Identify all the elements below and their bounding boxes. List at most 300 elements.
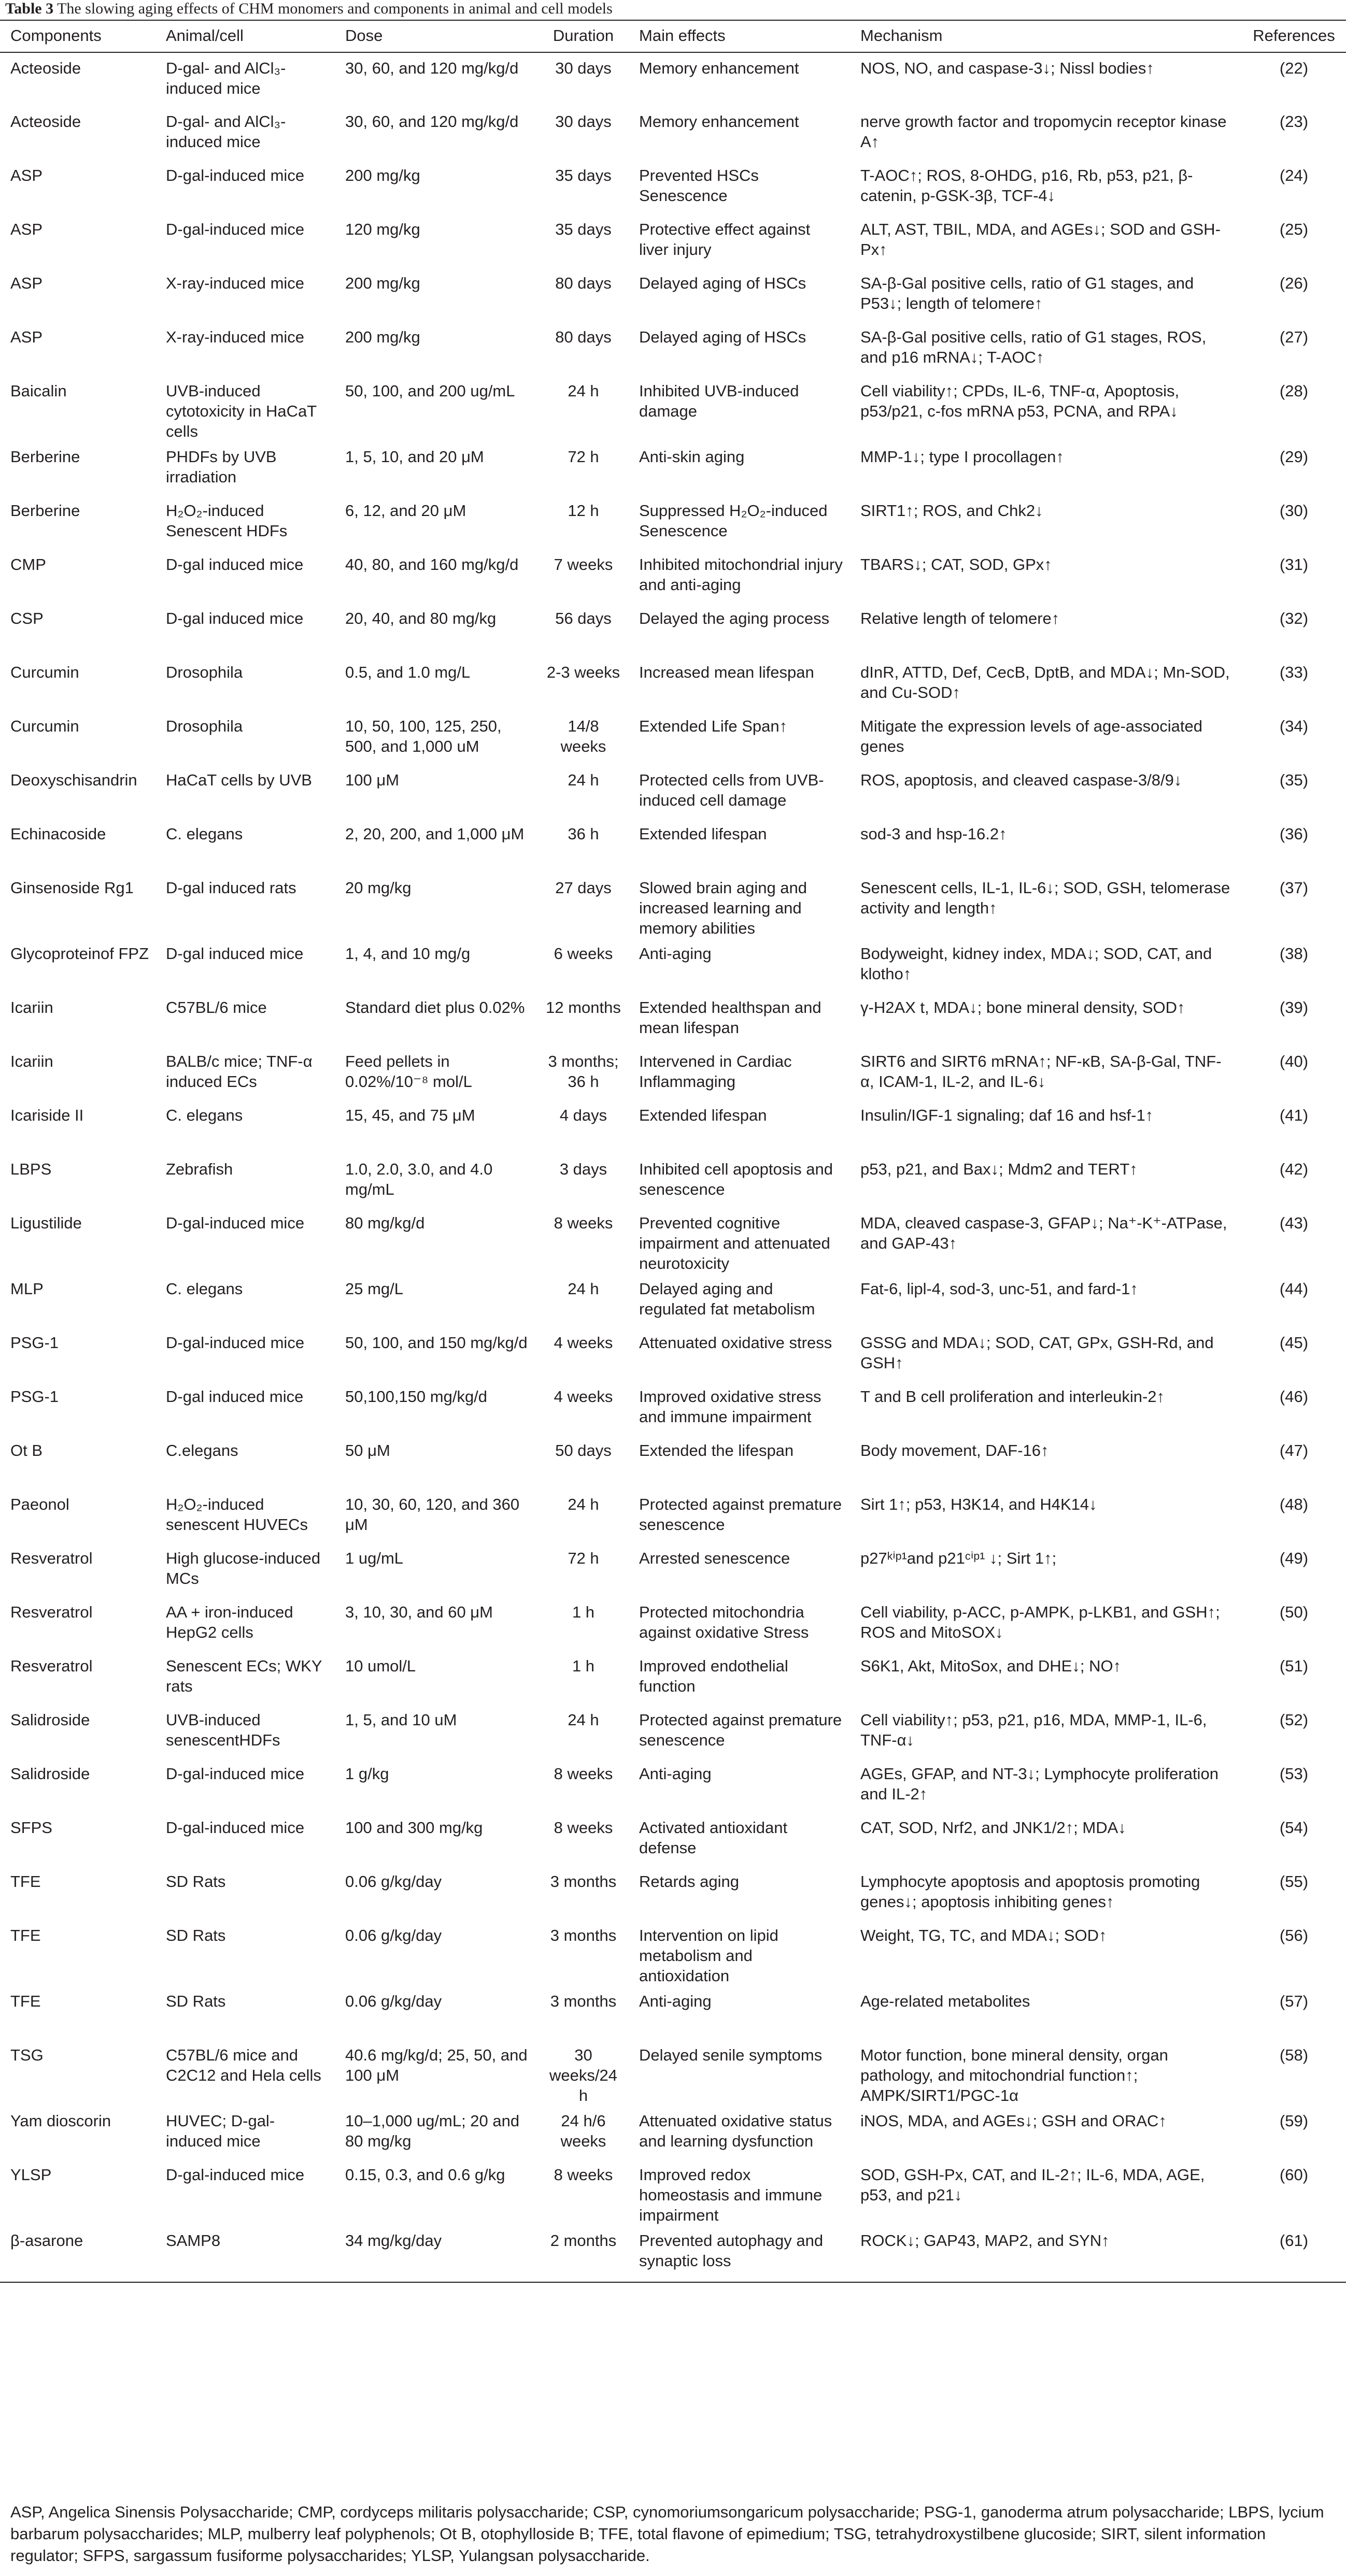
reference-cell: (53) — [1279, 1765, 1309, 1783]
dose-cell: 1.0, 2.0, 3.0, and 4.0 mg/mL — [345, 1160, 493, 1198]
reference-cell: (30) — [1279, 502, 1309, 520]
table-row — [0, 214, 1346, 268]
duration-cell: 80 days — [555, 328, 612, 346]
main-effect-cell: Intervention on lipid metabolism and antioxidation — [639, 1926, 778, 1985]
table-row — [0, 1435, 1346, 1489]
component-cell: Acteoside — [10, 59, 81, 77]
component-cell: Icariin — [10, 998, 53, 1017]
table-row — [0, 1489, 1346, 1543]
animal-cell: SD Rats — [166, 1872, 226, 1891]
reference-cell: (57) — [1279, 1992, 1309, 2010]
animal-cell: C. elegans — [166, 1280, 243, 1298]
animal-cell: Drosophila — [166, 717, 243, 735]
component-cell: YLSP — [10, 2166, 52, 2184]
animal-cell: C57BL/6 mice and C2C12 and Hela cells — [166, 2046, 321, 2084]
animal-cell: D-gal- and AlCl₃-induced mice — [166, 59, 286, 97]
table-row — [0, 1273, 1346, 1327]
reference-cell: (39) — [1279, 998, 1309, 1017]
reference-cell: (47) — [1279, 1441, 1309, 1459]
main-effect-cell: Extended lifespan — [639, 825, 767, 843]
dose-cell: 1, 5, and 10 uM — [345, 1711, 457, 1729]
mechanism-cell: MDA, cleaved caspase-3, GFAP↓; Na⁺-K⁺-ATPase, and GAP-43↑ — [860, 1214, 1227, 1252]
mechanism-cell: Senescent cells, IL-1, IL-6↓; SOD, GSH, telomerase activity and length↑ — [860, 879, 1230, 917]
mechanism-cell: NOS, NO, and caspase-3↓; Nissl bodies↑ — [860, 59, 1154, 77]
main-effect-cell: Prevented cognitive impairment and attenuated neurotoxicity — [639, 1214, 830, 1272]
mechanism-cell: Relative length of telomere↑ — [860, 609, 1060, 627]
duration-cell: 30 days — [555, 112, 612, 131]
animal-cell: D-gal-induced mice — [166, 1214, 305, 1232]
component-cell: PSG-1 — [10, 1334, 59, 1352]
dose-cell: 0.06 g/kg/day — [345, 1872, 442, 1891]
dose-cell: Feed pellets in 0.02%/10⁻⁸ mol/L — [345, 1052, 472, 1091]
reference-cell: (23) — [1279, 112, 1309, 131]
mechanism-cell: S6K1, Akt, MitoSox, and DHE↓; NO↑ — [860, 1657, 1122, 1675]
component-cell: PSG-1 — [10, 1387, 59, 1406]
animal-cell: D-gal induced mice — [166, 944, 304, 963]
animal-cell: D-gal induced mice — [166, 1387, 304, 1406]
animal-cell: C57BL/6 mice — [166, 998, 267, 1017]
mechanism-cell: Insulin/IGF-1 signaling; daf 16 and hsf-1↑ — [860, 1106, 1154, 1124]
main-effect-cell: Extended the lifespan — [639, 1441, 794, 1459]
table-row — [0, 268, 1346, 322]
reference-cell: (31) — [1279, 555, 1309, 574]
table-row — [0, 1758, 1346, 1812]
duration-cell: 24 h — [568, 1711, 599, 1729]
duration-cell: 24 h — [568, 382, 599, 400]
main-effect-cell: Delayed aging of HSCs — [639, 328, 806, 346]
component-cell: Ligustilide — [10, 1214, 82, 1232]
main-effect-cell: Delayed aging of HSCs — [639, 274, 806, 292]
main-effect-cell: Retards aging — [639, 1872, 740, 1891]
reference-cell: (52) — [1279, 1711, 1309, 1729]
mechanism-cell: Bodyweight, kidney index, MDA↓; SOD, CAT, and klotho↑ — [860, 944, 1212, 983]
dose-cell: 50, 100, and 150 mg/kg/d — [345, 1334, 528, 1352]
component-cell: Resveratrol — [10, 1549, 93, 1567]
table-row — [0, 1543, 1346, 1597]
duration-cell: 35 days — [555, 220, 612, 238]
animal-cell: D-gal-induced mice — [166, 2166, 305, 2184]
component-cell: TFE — [10, 1992, 41, 2010]
reference-cell: (35) — [1279, 771, 1309, 789]
dose-cell: 50, 100, and 200 ug/mL — [345, 382, 515, 400]
main-effect-cell: Protective effect against liver injury — [639, 220, 811, 259]
header-row — [0, 20, 1346, 52]
main-effect-cell: Protected against premature senescence — [639, 1711, 842, 1749]
animal-cell: X-ray-induced mice — [166, 274, 305, 292]
reference-cell: (58) — [1279, 2046, 1309, 2064]
table-row — [0, 992, 1346, 1046]
duration-cell: 24 h — [568, 1280, 599, 1298]
mechanism-cell: iNOS, MDA, and AGEs↓; GSH and ORAC↑ — [860, 2112, 1167, 2130]
reference-cell: (55) — [1279, 1872, 1309, 1891]
duration-cell: 7 weeks — [554, 555, 613, 574]
reference-cell: (33) — [1279, 663, 1309, 681]
duration-cell: 72 h — [568, 1549, 599, 1567]
animal-cell: C. elegans — [166, 825, 243, 843]
table-row — [0, 1381, 1346, 1435]
component-cell: MLP — [10, 1280, 44, 1298]
dose-cell: Standard diet plus 0.02% — [345, 998, 525, 1017]
duration-cell: 80 days — [555, 274, 612, 292]
table-label: Table 3 — [5, 0, 54, 17]
reference-cell: (27) — [1279, 328, 1309, 346]
component-cell: Icariside II — [10, 1106, 84, 1124]
component-cell: ASP — [10, 328, 43, 346]
animal-cell: D-gal-induced mice — [166, 166, 305, 184]
reference-cell: (48) — [1279, 1495, 1309, 1513]
header-mechanism: Mechanism — [850, 20, 1238, 52]
component-cell: Salidroside — [10, 1711, 90, 1729]
animal-cell: Senescent ECs; WKY rats — [166, 1657, 322, 1695]
mechanism-cell: Fat-6, lipl-4, sod-3, unc-51, and fard-1↑ — [860, 1280, 1138, 1298]
mechanism-cell: Cell viability↑; CPDs, IL-6, TNF-α, Apoptosis, p53/p21, c-fos mRNA p53, PCNA, and RPA↓ — [860, 382, 1180, 420]
mechanism-cell: Lymphocyte apoptosis and apoptosis promoting genes↓; apoptosis inhibiting genes↑ — [860, 1872, 1200, 1911]
main-effect-cell: Increased mean lifespan — [639, 663, 814, 681]
component-cell: Ginsenoside Rg1 — [10, 879, 134, 897]
main-effect-cell: Improved endothelial function — [639, 1657, 788, 1695]
main-effect-cell: Intervened in Cardiac Inflammaging — [639, 1052, 792, 1091]
duration-cell: 24 h — [568, 1495, 599, 1513]
dose-cell: 30, 60, and 120 mg/kg/d — [345, 112, 519, 131]
animal-cell: PHDFs by UVB irradiation — [166, 448, 277, 486]
reference-cell: (28) — [1279, 382, 1309, 400]
component-cell: TFE — [10, 1926, 41, 1944]
reference-cell: (59) — [1279, 2112, 1309, 2130]
main-effect-cell: Extended lifespan — [639, 1106, 767, 1124]
dose-cell: 20 mg/kg — [345, 879, 412, 897]
mechanism-cell: ROS, apoptosis, and cleaved caspase-3/8/9↓ — [860, 771, 1182, 789]
animal-cell: C.elegans — [166, 1441, 238, 1459]
main-effect-cell: Anti-aging — [639, 944, 712, 963]
main-effect-cell: Attenuated oxidative status and learning dysfunction — [639, 2112, 832, 2150]
mechanism-cell: SIRT1↑; ROS, and Chk2↓ — [860, 502, 1043, 520]
duration-cell: 8 weeks — [554, 2166, 613, 2184]
component-cell: Resveratrol — [10, 1603, 93, 1621]
dose-cell: 100 and 300 mg/kg — [345, 1819, 483, 1837]
animal-cell: Zebrafish — [166, 1160, 233, 1178]
component-cell: TFE — [10, 1872, 41, 1891]
animal-cell: D-gal-induced mice — [166, 1765, 305, 1783]
mechanism-cell: Weight, TG, TC, and MDA↓; SOD↑ — [860, 1926, 1107, 1944]
table-row — [0, 1154, 1346, 1208]
duration-cell: 3 months — [550, 1992, 617, 2010]
table-row — [0, 657, 1346, 711]
dose-cell: 0.06 g/kg/day — [345, 1926, 442, 1944]
component-cell: β-asarone — [0, 2225, 155, 2282]
animal-cell: H₂O₂-induced Senescent HDFs — [166, 502, 288, 540]
duration-cell: 2-3 weeks — [546, 663, 620, 681]
reference-cell: (37) — [1279, 879, 1309, 897]
main-effect-cell: Improved oxidative stress and immune impairment — [639, 1387, 821, 1426]
animal-cell: BALB/c mice; TNF-α induced ECs — [166, 1052, 313, 1091]
main-effect-cell: Activated antioxidant defense — [639, 1819, 788, 1857]
animal-cell: HUVEC; D-gal-induced mice — [166, 2112, 275, 2150]
reference-cell: (45) — [1279, 1334, 1309, 1352]
dose-cell: 25 mg/L — [345, 1280, 404, 1298]
component-cell: CSP — [10, 609, 44, 627]
table-row — [0, 872, 1346, 938]
mechanism-cell: ROCK↓; GAP43, MAP2, and SYN↑ — [850, 2225, 1238, 2282]
duration-cell: 4 weeks — [554, 1387, 613, 1406]
main-effect-cell: Suppressed H₂O₂-induced Senescence — [639, 502, 828, 540]
main-effect-cell: Prevented autophagy and synaptic loss — [629, 2225, 850, 2282]
duration-cell: 1 h — [572, 1603, 595, 1621]
reference-cell: (36) — [1279, 825, 1309, 843]
main-effect-cell: Arrested senescence — [639, 1549, 790, 1567]
main-effect-cell: Protected against premature senescence — [639, 1495, 842, 1534]
reference-cell: (60) — [1279, 2166, 1309, 2184]
reference-cell: (22) — [1279, 59, 1309, 77]
table-row — [0, 1046, 1346, 1100]
animal-cell: UVB-induced cytotoxicity in HaCaT cells — [166, 382, 317, 440]
table-title: The slowing aging effects of CHM monomers and components in animal and cell models — [57, 0, 613, 17]
dose-cell: 120 mg/kg — [345, 220, 420, 238]
mechanism-cell: TBARS↓; CAT, SOD, GPx↑ — [860, 555, 1052, 574]
main-effect-cell: Memory enhancement — [639, 59, 799, 77]
duration-cell: 30 days — [555, 59, 612, 77]
mechanism-cell: Sirt 1↑; p53, H3K14, and H4K14↓ — [860, 1495, 1097, 1513]
animal-cell: SD Rats — [166, 1926, 226, 1944]
header-dose: Dose — [335, 20, 534, 52]
component-cell: ASP — [10, 220, 43, 238]
mechanism-cell: sod-3 and hsp-16.2↑ — [860, 825, 1007, 843]
dose-cell: 3, 10, 30, and 60 μM — [345, 1603, 493, 1621]
mechanism-cell: SOD, GSH-Px, CAT, and IL-2↑; IL-6, MDA, AGE, p53, and p21↓ — [860, 2166, 1205, 2204]
table-row — [0, 106, 1346, 160]
header-components: Components — [0, 20, 155, 52]
reference-cell: (43) — [1279, 1214, 1309, 1232]
mechanism-cell: ALT, AST, TBIL, MDA, and AGEs↓; SOD and GSH-Px↑ — [860, 220, 1221, 259]
animal-cell: AA + iron-induced HepG2 cells — [166, 1603, 293, 1641]
reference-cell: (25) — [1279, 220, 1309, 238]
animal-cell: D-gal- and AlCl₃-induced mice — [166, 112, 286, 151]
mechanism-cell: SA-β-Gal positive cells, ratio of G1 stages, ROS, and p16 mRNA↓; T-AOC↑ — [860, 328, 1207, 366]
animal-cell: D-gal-induced mice — [166, 220, 305, 238]
reference-cell: (51) — [1279, 1657, 1309, 1675]
table-row — [0, 1866, 1346, 1920]
mechanism-cell: p27ᵏⁱᵖ¹and p21ᶜⁱᵖ¹ ↓; Sirt 1↑; — [860, 1549, 1057, 1567]
main-effect-cell: Inhibited mitochondrial injury and anti-aging — [639, 555, 843, 594]
mechanism-cell: dInR, ATTD, Def, CecB, DptB, and MDA↓; Mn-SOD, and Cu-SOD↑ — [860, 663, 1230, 702]
animal-cell: SAMP8 — [155, 2225, 335, 2282]
duration-cell: 12 months — [546, 998, 621, 1017]
mechanism-cell: SIRT6 and SIRT6 mRNA↑; NF-κB, SA-β-Gal, TNF-α, ICAM-1, IL-2, and IL-6↓ — [860, 1052, 1222, 1091]
table-row — [0, 1651, 1346, 1705]
main-effect-cell: Inhibited UVB-induced damage — [639, 382, 799, 420]
main-effect-cell: Extended healthspan and mean lifespan — [639, 998, 821, 1037]
dose-cell: 10 umol/L — [345, 1657, 416, 1675]
duration-cell: 3 months — [550, 1926, 617, 1944]
reference-cell: (46) — [1279, 1387, 1309, 1406]
mechanism-cell: Body movement, DAF-16↑ — [860, 1441, 1049, 1459]
component-cell: Acteoside — [10, 112, 81, 131]
dose-cell: 80 mg/kg/d — [345, 1214, 425, 1232]
component-cell: Deoxyschisandrin — [10, 771, 137, 789]
component-cell: Echinacoside — [10, 825, 106, 843]
dose-cell: 10, 30, 60, 120, and 360 μM — [345, 1495, 520, 1534]
dose-cell: 34 mg/kg/day — [335, 2225, 534, 2282]
animal-cell: H₂O₂-induced senescent HUVECs — [166, 1495, 308, 1534]
component-cell: CMP — [10, 555, 46, 574]
table-row — [0, 2225, 1346, 2282]
reference-cell: (26) — [1279, 274, 1309, 292]
animal-cell: Drosophila — [166, 663, 243, 681]
duration-cell: 72 h — [568, 448, 599, 466]
mechanism-cell: Motor function, bone mineral density, organ pathology, and mitochondrial function↑; AMPK/SIRT1/PGC-1α — [860, 2046, 1168, 2105]
dose-cell: 50 μM — [345, 1441, 390, 1459]
dose-cell: 200 mg/kg — [345, 328, 420, 346]
main-effect-cell: Delayed the aging process — [639, 609, 830, 627]
header-references: References — [1238, 20, 1346, 52]
duration-cell: 3 days — [559, 1160, 607, 1178]
dose-cell: 30, 60, and 120 mg/kg/d — [345, 59, 519, 77]
duration-cell: 30 weeks/24 h — [549, 2046, 617, 2105]
component-cell: Resveratrol — [10, 1657, 93, 1675]
component-cell: Paeonol — [10, 1495, 69, 1513]
main-effect-cell: Anti-aging — [639, 1992, 712, 2010]
main-effect-cell: Anti-aging — [639, 1765, 712, 1783]
dose-cell: 6, 12, and 20 μM — [345, 502, 466, 520]
dose-cell: 2, 20, 200, and 1,000 μM — [345, 825, 525, 843]
animal-cell: C. elegans — [166, 1106, 243, 1124]
mechanism-cell: γ-H2AX t, MDA↓; bone mineral density, SOD↑ — [860, 998, 1185, 1017]
reference-cell: (50) — [1279, 1603, 1309, 1621]
dose-cell: 20, 40, and 80 mg/kg — [345, 609, 497, 627]
duration-cell: 50 days — [555, 1441, 612, 1459]
duration-cell: 12 h — [568, 502, 599, 520]
animal-cell: HaCaT cells by UVB — [166, 771, 312, 789]
mechanism-cell: p53, p21, and Bax↓; Mdm2 and TERT↑ — [860, 1160, 1138, 1178]
table-row — [0, 1327, 1346, 1381]
reference-cell: (54) — [1279, 1819, 1309, 1837]
reference-cell: (42) — [1279, 1160, 1309, 1178]
dose-cell: 10, 50, 100, 125, 250, 500, and 1,000 uM — [345, 717, 502, 755]
table-row — [0, 1812, 1346, 1866]
component-cell: TSG — [10, 2046, 44, 2064]
component-cell: Curcumin — [10, 717, 79, 735]
duration-cell: 35 days — [555, 166, 612, 184]
table-row — [0, 1705, 1346, 1758]
mechanism-cell: AGEs, GFAP, and NT-3↓; Lymphocyte proliferation and IL-2↑ — [860, 1765, 1219, 1803]
duration-cell: 4 weeks — [554, 1334, 613, 1352]
dose-cell: 1, 4, and 10 mg/g — [345, 944, 471, 963]
header-duration: Duration — [534, 20, 629, 52]
component-cell: ASP — [10, 274, 43, 292]
duration-cell: 8 weeks — [554, 1765, 613, 1783]
reference-cell: (41) — [1279, 1106, 1309, 1124]
dose-cell: 200 mg/kg — [345, 274, 420, 292]
reference-cell: (49) — [1279, 1549, 1309, 1567]
dose-cell: 10–1,000 ug/mL; 20 and 80 mg/kg — [345, 2112, 520, 2150]
component-cell: Glycoproteinof FPZ — [10, 944, 149, 963]
table-row — [0, 1208, 1346, 1273]
table-row — [0, 1986, 1346, 2040]
main-effect-cell: Protected mitochondria against oxidative Stress — [639, 1603, 809, 1641]
mechanism-cell: T-AOC↑; ROS, 8-OHDG, p16, Rb, p53, p21, β-catenin, p-GSK-3β, TCF-4↓ — [860, 166, 1193, 205]
animal-cell: D-gal induced rats — [166, 879, 296, 897]
component-cell: SFPS — [10, 1819, 52, 1837]
mechanism-cell: Cell viability, p-ACC, p-AMPK, p-LKB1, and GSH↑; ROS and MitoSOX↓ — [860, 1603, 1220, 1641]
duration-cell: 2 months — [534, 2225, 629, 2282]
dose-cell: 0.06 g/kg/day — [345, 1992, 442, 2010]
table-row — [0, 1920, 1346, 1986]
duration-cell: 24 h/6 weeks — [560, 2112, 606, 2150]
header-animal-cell: Animal/cell — [155, 20, 335, 52]
duration-cell: 1 h — [572, 1657, 595, 1675]
component-cell: Curcumin — [10, 663, 79, 681]
dose-cell: 40, 80, and 160 mg/kg/d — [345, 555, 519, 574]
duration-cell: 3 months; 36 h — [548, 1052, 619, 1091]
dose-cell: 15, 45, and 75 μM — [345, 1106, 475, 1124]
mechanism-cell: Cell viability↑; p53, p21, p16, MDA, MMP-1, IL-6, TNF-α↓ — [860, 1711, 1207, 1749]
table-row — [0, 549, 1346, 603]
main-effect-cell: Delayed senile symptoms — [639, 2046, 823, 2064]
main-effect-cell: Improved redox homeostasis and immune impairment — [639, 2166, 823, 2224]
reference-cell: (29) — [1279, 448, 1309, 466]
animal-cell: D-gal induced mice — [166, 609, 304, 627]
dose-cell: 0.5, and 1.0 mg/L — [345, 663, 471, 681]
table-row — [0, 1597, 1346, 1651]
duration-cell: 24 h — [568, 771, 599, 789]
duration-cell: 14/8 weeks — [560, 717, 606, 755]
dose-cell: 1, 5, 10, and 20 μM — [345, 448, 484, 466]
table-row — [0, 765, 1346, 819]
reference-cell: (40) — [1279, 1052, 1309, 1070]
component-cell: Yam dioscorin — [10, 2112, 111, 2130]
mechanism-cell: T and B cell proliferation and interleukin-2↑ — [860, 1387, 1165, 1406]
table-row — [0, 819, 1346, 872]
reference-cell: (24) — [1279, 166, 1309, 184]
table-footnote: ASP, Angelica Sinensis Polysaccharide; CMP, cordyceps militaris polysaccharide; CSP, cynomoriumsongaricum polysaccharide; PSG-1, ganoderma atrum polysaccharide; LBPS, lycium barbarum polysaccharides; MLP, mulberry leaf polyphenols; Ot B, otophylloside B; TFE, total flavone of epimedium; TSG, tetrahydroxystilbene glucoside; SIRT, silent information regulator; SFPS, sargassum fusiforme polysaccharides; YLSP, Yulangsan polysaccharide. — [10, 2503, 1324, 2565]
duration-cell: 4 days — [559, 1106, 607, 1124]
reference-cell: (32) — [1279, 609, 1309, 627]
component-cell: Baicalin — [10, 382, 67, 400]
table-row — [0, 322, 1346, 376]
dose-cell: 200 mg/kg — [345, 166, 420, 184]
dose-cell: 100 μM — [345, 771, 400, 789]
mechanism-cell: SA-β-Gal positive cells, ratio of G1 stages, and P53↓; length of telomere↑ — [860, 274, 1194, 312]
mechanism-cell: nerve growth factor and tropomycin receptor kinase A↑ — [860, 112, 1227, 151]
component-cell: LBPS — [10, 1160, 52, 1178]
mechanism-cell: GSSG and MDA↓; SOD, CAT, GPx, GSH-Rd, and GSH↑ — [860, 1334, 1214, 1372]
table-row — [0, 495, 1346, 549]
mechanism-cell: Age-related metabolites — [860, 1992, 1030, 2010]
animal-cell: SD Rats — [166, 1992, 226, 2010]
animal-cell: UVB-induced senescentHDFs — [166, 1711, 280, 1749]
duration-cell: 27 days — [555, 879, 612, 897]
main-effect-cell: Anti-skin aging — [639, 448, 745, 466]
dose-cell: 40.6 mg/kg/d; 25, 50, and 100 μM — [345, 2046, 528, 2084]
duration-cell: 6 weeks — [554, 944, 613, 963]
main-effect-cell: Inhibited cell apoptosis and senescence — [639, 1160, 833, 1198]
table-row — [0, 603, 1346, 657]
main-effect-cell: Slowed brain aging and increased learning and memory abilities — [639, 879, 807, 937]
main-effect-cell: Extended Life Span↑ — [639, 717, 788, 735]
mechanism-cell: Mitigate the expression levels of age-associated genes — [860, 717, 1202, 755]
header-main-effects: Main effects — [629, 20, 850, 52]
animal-cell: X-ray-induced mice — [166, 328, 305, 346]
duration-cell: 8 weeks — [554, 1819, 613, 1837]
component-cell: Berberine — [10, 448, 80, 466]
reference-cell: (56) — [1279, 1926, 1309, 1944]
dose-cell: 1 ug/mL — [345, 1549, 404, 1567]
component-cell: ASP — [10, 166, 43, 184]
component-cell: Ot B — [10, 1441, 43, 1459]
duration-cell: 3 months — [550, 1872, 617, 1891]
table-row — [0, 1100, 1346, 1154]
main-effect-cell: Protected cells from UVB-induced cell damage — [639, 771, 824, 809]
table-row — [0, 2106, 1346, 2159]
